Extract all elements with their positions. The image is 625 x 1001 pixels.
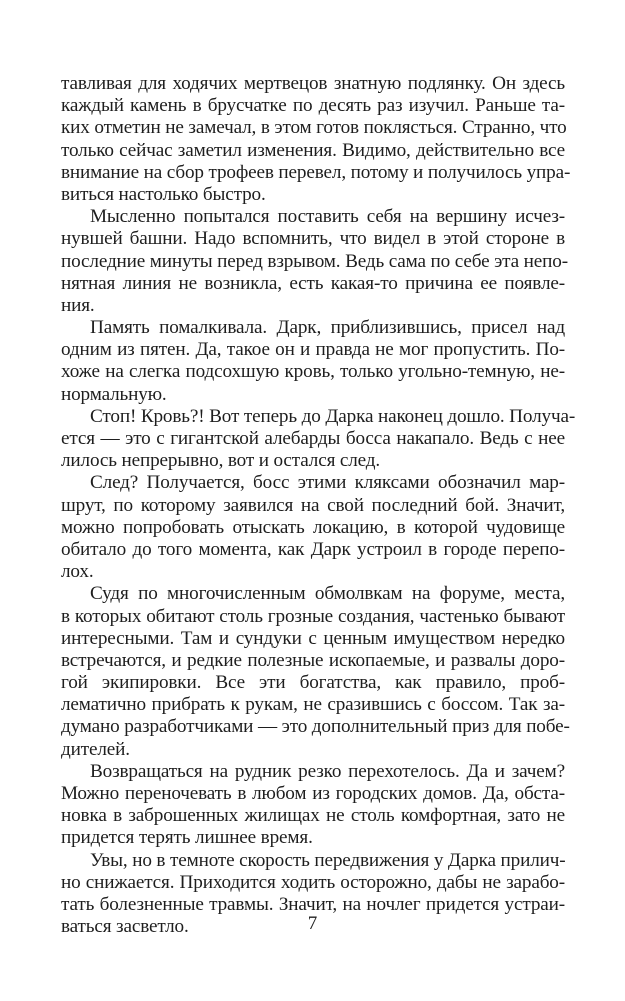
text-line: ких отметин не замечал, в этом готов поклясться. Странно, что <box>61 117 567 139</box>
text-line: лох. <box>61 561 94 583</box>
text-line: одним из пятен. Да, такое он и правда не мог пропустить. По- <box>61 339 565 361</box>
text-line: можно попробовать отыскать локацию, в которой чудовище <box>61 516 565 538</box>
text-line: придется терять лишнее время. <box>61 827 313 849</box>
text-line: новка в заброшенных жилищах не столь комфортная, зато не <box>61 805 565 827</box>
text-line: только сейчас заметил изменения. Видимо, действительно все <box>61 139 565 161</box>
text-line: последние минуты перед взрывом. Ведь сама по себе эта непо- <box>61 250 568 272</box>
text-line: Возвращаться на рудник резко перехотелось. Да и зачем? <box>90 760 565 782</box>
text-line: Мысленно попытался поставить себя на вершину исчез- <box>90 206 565 228</box>
paragraph-1 <box>61 73 571 206</box>
text-line: каждый камень в брусчатке по десять раз изучил. Раньше та- <box>61 95 565 117</box>
text-line: нувшей башни. Надо вспомнить, что видел в этой стороне в <box>61 228 565 250</box>
text-line: нормальную. <box>61 383 167 405</box>
text-line: думано разработчиками — это дополнительный приз для побе- <box>61 716 570 738</box>
text-line: шрут, по которому заявился на свой последний бой. Значит, <box>61 494 565 516</box>
text-line: тавливая для ходячих мертвецов знатную подлянку. Он здесь <box>61 73 565 94</box>
paragraph-3 <box>61 317 565 406</box>
text-line: Судя по многочисленным обмолвкам на форуме, места, <box>90 583 565 605</box>
text-line: нятная линия не возникла, есть какая-то причина ее появле- <box>61 272 565 294</box>
page-body-text <box>61 73 576 938</box>
paragraph-2 <box>61 206 568 317</box>
text-line: гой экипировки. Все эти богатства, как правило, проб- <box>61 672 565 694</box>
text-line: лилось непрерывно, вот и остался след. <box>61 450 381 472</box>
paragraph-6 <box>61 583 570 761</box>
text-line: но снижается. Приходится ходить осторожно, дабы не зарабо- <box>61 871 565 893</box>
text-line: ния. <box>61 294 95 316</box>
text-line: Можно переночевать в любом из городских домов. Да, обста- <box>61 783 565 804</box>
text-line: ется — это с гигантской алебарды босса накапало. Ведь с нее <box>61 428 565 449</box>
text-line: дителей. <box>61 738 130 760</box>
text-line: обитало до того момента, как Дарк устроил в городе перепо- <box>61 538 565 560</box>
text-line: тать болезненные травмы. Значит, на ночлег придется устраи- <box>61 893 565 915</box>
text-line: внимание на сбор трофеев перевел, потому и получилось упра- <box>61 161 571 183</box>
text-line: виться настолько быстро. <box>61 183 266 205</box>
text-line: встречаются, и редкие полезные ископаемые, и развалы доро- <box>61 649 565 671</box>
paragraph-7 <box>61 761 565 850</box>
text-line: в которых обитают столь грозные создания, частенько бывают <box>61 605 565 627</box>
text-line: Память помалкивала. Дарк, приблизившись, присел над <box>90 317 565 339</box>
text-line: Стоп! Кровь?! Вот теперь до Дарка наконец дошло. Получа- <box>90 405 576 427</box>
text-line: Увы, но в темноте скорость передвижения у Дарка прилич- <box>90 849 566 871</box>
text-line: интересными. Там и сундуки с ценным имуществом нередко <box>61 627 565 649</box>
paragraph-5 <box>61 472 565 583</box>
paragraph-4 <box>61 405 576 473</box>
text-line: След? Получается, босс этими кляксами обозначил мар- <box>90 472 565 494</box>
text-line: лематично прибрать к рукам, не сразившись с боссом. Так за- <box>61 694 565 716</box>
text-line: хоже на слегка подсохшую кровь, только угольно-темную, не- <box>61 361 565 383</box>
page-number: 7 <box>307 913 318 934</box>
text-line: ваться засветло. <box>61 916 189 938</box>
